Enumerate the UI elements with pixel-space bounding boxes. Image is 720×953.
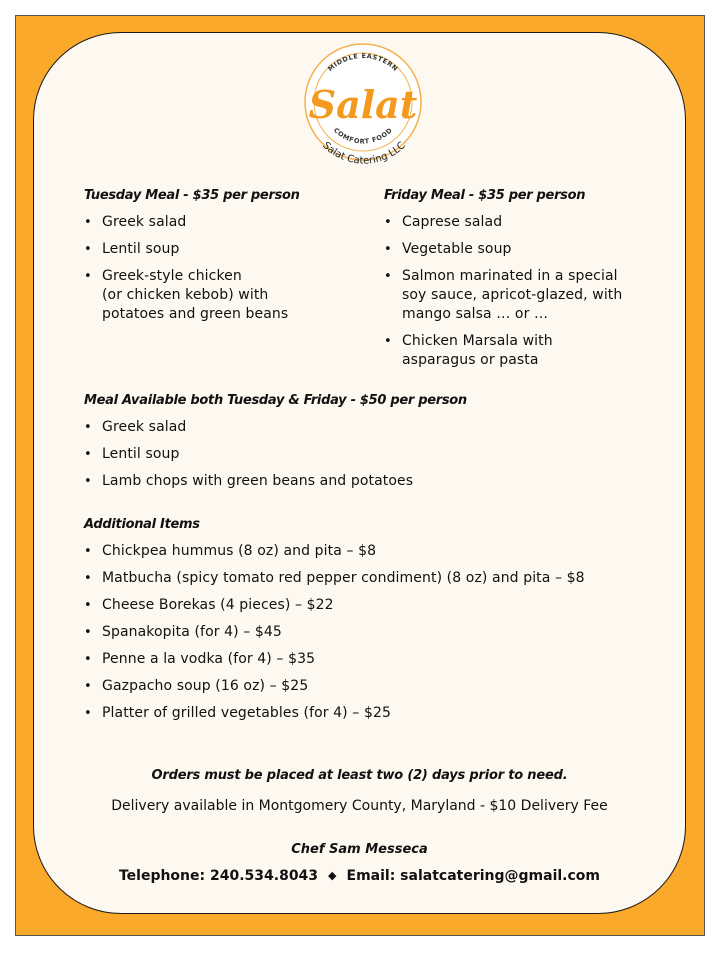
list-item — [84, 704, 664, 723]
list-item-text: Lentil soup — [102, 446, 180, 462]
list-item — [84, 267, 344, 324]
diamond-icon: ◆ — [328, 869, 337, 882]
list-item-text: Lamb chops with green beans and potatoes — [102, 473, 414, 489]
list-item-line: Greek salad — [102, 214, 187, 230]
additional-items-list — [84, 542, 664, 731]
list-item — [84, 472, 644, 491]
delivery-info: Delivery available in Montgomery County, Maryland - $10 Delivery Fee — [111, 798, 608, 814]
list-item-line: Salmon marinated in a special — [402, 268, 618, 284]
list-item — [84, 650, 664, 669]
email: Email: salatcatering@gmail.com — [346, 868, 601, 884]
tuesday-meal-title: Tuesday Meal - $35 per person — [84, 188, 300, 203]
tuesday-meal-list — [84, 213, 344, 332]
list-item-line: Caprese salad — [402, 214, 503, 230]
telephone: Telephone: 240.534.8043 — [118, 868, 319, 884]
salat-logo — [295, 36, 431, 170]
both-days-meal-list — [84, 418, 644, 499]
list-item-text: Penne a la vodka (for 4) – $35 — [102, 651, 316, 667]
logo-wordmark: Salat — [308, 82, 418, 127]
list-item — [384, 213, 664, 232]
list-item — [84, 213, 344, 232]
list-item — [84, 596, 664, 615]
contact-line — [33, 868, 686, 884]
list-item-text: Platter of grilled vegetables (for 4) – $25 — [102, 705, 391, 721]
list-item — [84, 445, 644, 464]
additional-items-title: Additional Items — [84, 517, 200, 532]
list-item-line: potatoes and green beans — [102, 306, 289, 322]
list-item — [84, 569, 664, 588]
list-item-line: Chicken Marsala with — [402, 333, 553, 349]
list-item — [84, 418, 644, 437]
list-item-text: Greek salad — [102, 419, 187, 435]
list-item-text: Spanakopita (for 4) – $45 — [102, 624, 282, 640]
list-item-line: Lentil soup — [102, 241, 180, 257]
friday-meal-title: Friday Meal - $35 per person — [384, 188, 586, 203]
list-item-text: Cheese Borekas (4 pieces) – $22 — [102, 597, 334, 613]
chef-name: Chef Sam Messeca — [291, 842, 428, 857]
list-item-text: Chickpea hummus (8 oz) and pita – $8 — [102, 543, 377, 559]
list-item-line: asparagus or pasta — [402, 352, 539, 368]
logo-top-arc: MIDDLE EASTERN — [326, 51, 400, 74]
list-item — [84, 542, 664, 561]
list-item-line: Vegetable soup — [402, 241, 512, 257]
order-notice: Orders must be placed at least two (2) days prior to need. — [151, 768, 568, 783]
both-days-meal-title: Meal Available both Tuesday & Friday - $50 per person — [84, 393, 467, 408]
list-item-text: Matbucha (spicy tomato red pepper condiment) (8 oz) and pita – $8 — [102, 570, 585, 586]
list-item — [384, 332, 664, 370]
logo-bottom-arc: COMFORT FOOD — [331, 126, 395, 146]
list-item — [384, 267, 664, 324]
list-item-line: (or chicken kebob) with — [102, 287, 269, 303]
list-item-line: soy sauce, apricot-glazed, with — [402, 287, 623, 303]
logo-company-name: Salat Catering LLC — [320, 140, 408, 167]
list-item — [84, 677, 664, 696]
list-item-line: Greek-style chicken — [102, 268, 242, 284]
list-item — [384, 240, 664, 259]
list-item-line: mango salsa … or … — [402, 306, 549, 322]
friday-meal-list — [384, 213, 664, 378]
list-item — [84, 240, 344, 259]
list-item — [84, 623, 664, 642]
list-item-text: Gazpacho soup (16 oz) – $25 — [102, 678, 309, 694]
